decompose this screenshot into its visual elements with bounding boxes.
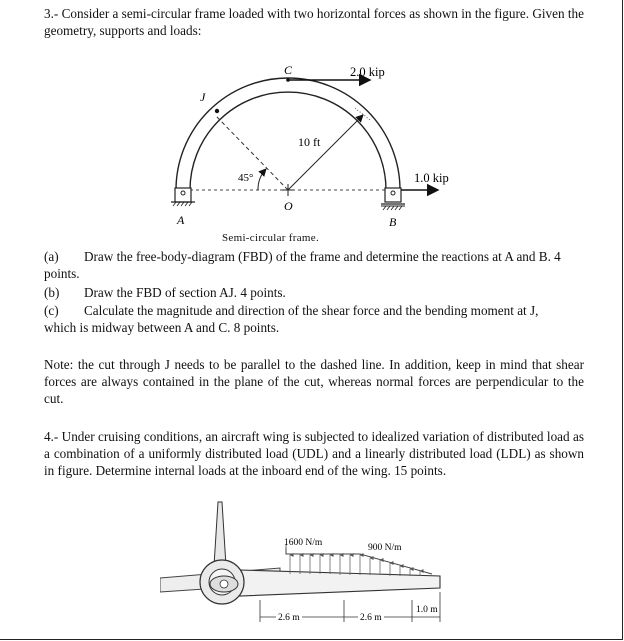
label-A: A xyxy=(177,213,185,227)
tail-fin xyxy=(214,502,226,566)
problem4-intro: 4.- Under cruising conditions, an aircraft wing is subjected to idealized variation of distributed load as a combination of a uniformly distributed load (UDL) and a linearly distributed load (LDL) as shown in figure. Determine internal loads at the inboard end of the wing. 15 points. xyxy=(44,429,584,479)
part-a-text-line1: Draw the free-body-diagram (FBD) of the frame and determine the reactions at A and B. 4 xyxy=(84,249,561,264)
part-b-label: (b) xyxy=(44,285,60,300)
part-b-text: Draw the FBD of section AJ. 4 points. xyxy=(84,285,286,300)
label-J: J xyxy=(200,90,206,104)
part-c xyxy=(44,302,584,336)
label-B: B xyxy=(389,215,397,229)
part-c-text-line2: which is midway between A and C. 8 points. xyxy=(44,320,280,335)
part-a-text-line2: points. xyxy=(44,266,80,281)
label-force-top: 2.0 kip xyxy=(350,65,385,79)
radius-line xyxy=(288,115,363,190)
support-A xyxy=(171,188,195,206)
label-dim-2: 2.6 m xyxy=(360,613,382,623)
problem3-intro: 3.- Consider a semi-circular frame loaded with two horizontal forces as shown in the figure. Given the geometry, supports and loads: xyxy=(44,6,584,39)
label-load-inboard: 1600 N/m xyxy=(284,538,323,548)
arch-inner xyxy=(190,92,386,190)
part-a-label: (a) xyxy=(44,249,59,264)
label-dim-1: 2.6 m xyxy=(278,613,300,623)
label-O: O xyxy=(284,199,293,213)
arch-outer xyxy=(176,78,400,190)
support-B xyxy=(381,188,405,210)
label-force-right: 1.0 kip xyxy=(414,171,449,185)
part-c-text-line1: Calculate the magnitude and direction of the shear force and the bending moment at J, xyxy=(84,303,539,318)
semicircular-frame-figure xyxy=(160,58,480,233)
point-J xyxy=(215,109,219,113)
figure-caption: Semi-circular frame. xyxy=(222,232,320,244)
label-radius: 10 ft xyxy=(298,135,321,149)
part-c-label: (c) xyxy=(44,303,59,318)
angle-arc xyxy=(258,169,266,190)
label-C: C xyxy=(284,63,293,77)
label-angle: 45° xyxy=(238,172,254,184)
label-dim-3: 1.0 m xyxy=(416,605,438,615)
label-load-outboard: 900 N/m xyxy=(368,543,402,553)
note-paragraph: Note: the cut through J needs to be parallel to the dashed line. In addition, keep in mind that shear forces are always contained in the plane of the cut, whereas normal forces are perpendicular to the cut. xyxy=(44,357,584,407)
part-a xyxy=(44,248,584,282)
aircraft-wing-figure xyxy=(160,496,460,630)
part-b xyxy=(44,284,584,301)
